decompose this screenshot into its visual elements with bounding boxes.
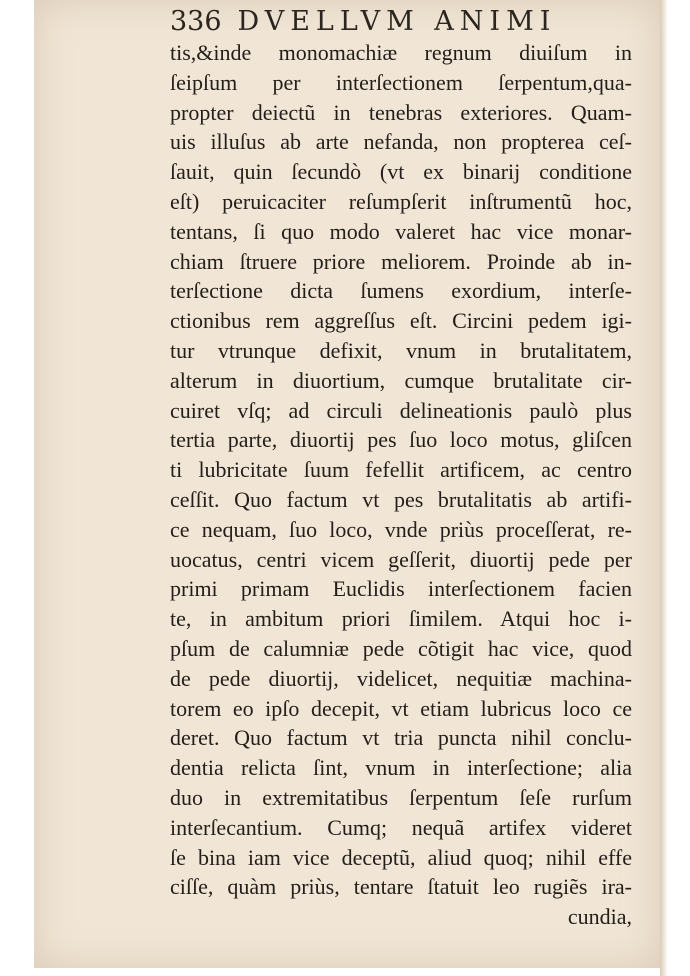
text-line: tertia parte, diuortij pes ſuo loco motus, gliſcen (170, 427, 632, 453)
text-line: ciſſe, quàm priùs, tentare ſtatuit leo rugiẽs ira- (170, 874, 632, 900)
text-line: ſeipſum per interſectionem ſerpentum,qua- (170, 69, 632, 95)
text-line: ctionibus rem aggreſſus eſt. Circini pedem igi- (170, 308, 632, 334)
text-line: tur vtrunque defixit, vnum in brutalitatem, (170, 337, 632, 363)
page-number: 336 (170, 6, 222, 37)
text-line: de pede diuortij, videlicet, nequitiæ machina- (170, 665, 632, 691)
text-line: chiam ſtruere priore meliorem. Proinde ab in- (170, 248, 632, 274)
text-line: uocatus, centri vicem geſſerit, diuortij pede per (170, 546, 632, 572)
text-line: cuiret vſq; ad circuli delineationis paulò plus (170, 397, 632, 423)
text-line: primi primam Euclidis interſectionem facien (170, 576, 632, 602)
text-line: interſecantium. Cumq; nequã artifex videret (170, 814, 632, 840)
text-line: te, in ambitum priori ſimilem. Atqui hoc i- (170, 606, 632, 632)
text-line: eſt) peruicaciter reſumpſerit inſtrumentũ hoc, (170, 188, 632, 214)
page-header (170, 6, 556, 37)
text-line: ce nequam, ſuo loco, vnde priùs proceſſerat, re- (170, 516, 632, 542)
text-line: alterum in diuortium, cumque brutalitate cir- (170, 367, 632, 393)
text-line: ſe bina iam vice deceptũ, aliud quoq; nihil effe (170, 844, 632, 870)
text-line: tentans, ſi quo modo valeret hac vice monar- (170, 218, 632, 244)
text-line: ti lubricitate ſuum fefellit artificem, ac centro (170, 457, 632, 483)
text-line: torem eo ipſo decepit, vt etiam lubricus loco ce (170, 695, 632, 721)
text-line: ceſſit. Quo factum vt pes brutalitatis ab artifi- (170, 486, 632, 512)
text-line: dentia relicta ſint, vnum in interſectione; alia (170, 755, 632, 781)
running-head: DVELLVM ANIMI (237, 6, 557, 37)
text-line: ſauit, quin ſecundò (vt ex binarij conditione (170, 159, 632, 185)
text-line: pſum de calumniæ pede cõtigit hac vice, quod (170, 635, 632, 661)
body-text (170, 38, 632, 932)
text-line: deret. Quo factum vt tria puncta nihil conclu- (170, 725, 632, 751)
text-line: terſectione dicta ſumens exordium, interſe- (170, 278, 632, 304)
text-line: tis,&inde monomachiæ regnum diuiſum in (170, 40, 632, 65)
text-line: propter deiectũ in tenebras exteriores. Quam- (170, 99, 632, 125)
catchword-line: cundia, (567, 904, 632, 930)
page-edge (660, 0, 668, 976)
text-line: duo in extremitatibus ſerpentum ſeſe rurſum (170, 784, 632, 810)
text-line: uis illuſus ab arte nefanda, non propterea ceſ- (170, 129, 632, 155)
